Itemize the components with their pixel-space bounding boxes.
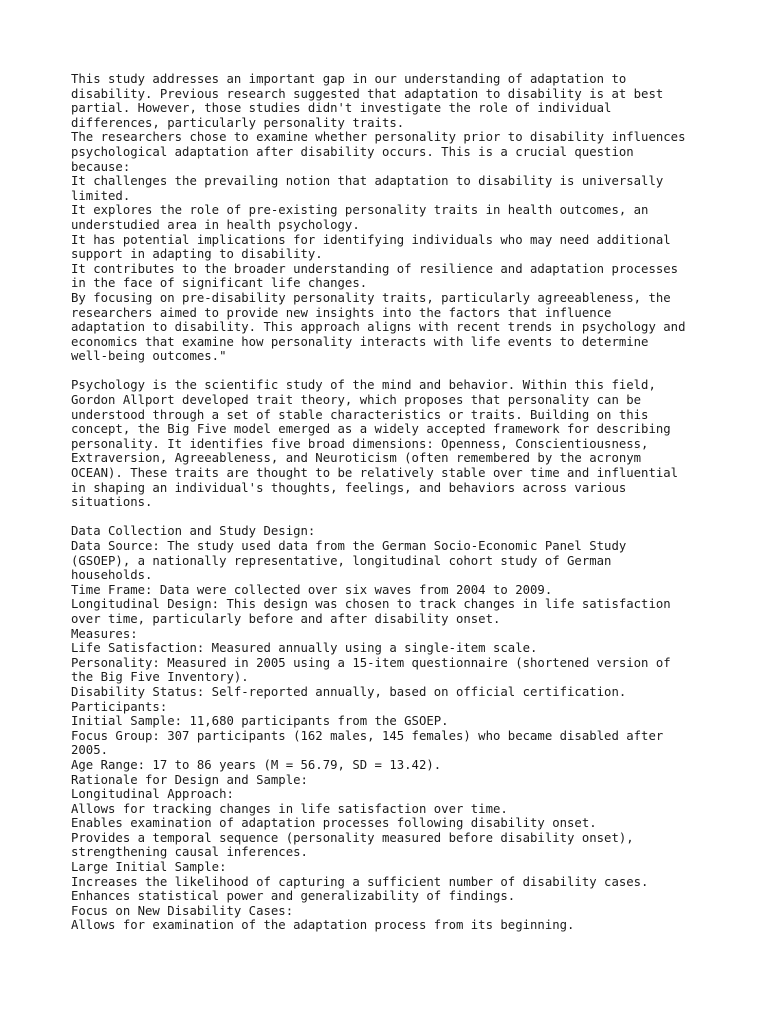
document-page	[71, 72, 711, 948]
text-line: Data Collection and Study Design:	[71, 524, 316, 539]
text-line: 2005.	[71, 743, 109, 758]
text-line: over time, particularly before and after disability onset.	[71, 611, 501, 626]
text-line: concept, the Big Five model emerged as a widely accepted framework for describing	[71, 422, 671, 437]
text-line: Longitudinal Approach:	[71, 787, 234, 802]
text-line: because:	[71, 159, 131, 174]
text-line: Increases the likelihood of capturing a sufficient number of disability cases.	[71, 874, 649, 889]
text-line: Age Range: 17 to 86 years (M = 56.79, SD = 13.42).	[71, 757, 442, 772]
text-line: adaptation to disability. This approach aligns with recent trends in psychology and	[71, 320, 686, 335]
text-line: understudied area in health psychology.	[71, 217, 360, 232]
text-line: By focusing on pre-disability personality traits, particularly agreeableness, the	[71, 290, 671, 305]
text-line: This study addresses an important gap in our understanding of adaptation to	[71, 72, 627, 86]
text-line: Gordon Allport developed trait theory, which proposes that personality can be	[71, 393, 642, 408]
text-line: Allows for tracking changes in life satisfaction over time.	[71, 801, 508, 816]
text-line: Focus on New Disability Cases:	[71, 903, 294, 918]
text-line: situations.	[71, 495, 153, 510]
paragraph-study-rationale	[71, 72, 711, 364]
text-line: in shaping an individual's thoughts, feelings, and behaviors across various	[71, 480, 627, 495]
text-line: It contributes to the broader understanding of resilience and adaptation processes	[71, 261, 679, 276]
text-line: Disability Status: Self-reported annually, based on official certification.	[71, 684, 627, 699]
text-line: Measures:	[71, 626, 138, 641]
text-line: Allows for examination of the adaptation process from its beginning.	[71, 918, 575, 933]
text-line: Large Initial Sample:	[71, 860, 227, 875]
text-line: households.	[71, 568, 153, 583]
text-line: Provides a temporal sequence (personality measured before disability onset),	[71, 830, 634, 845]
paragraph-study-design	[71, 524, 711, 933]
text-line: Enhances statistical power and generalizability of findings.	[71, 889, 516, 904]
text-line: Extraversion, Agreeableness, and Neuroticism (often remembered by the acronym	[71, 451, 642, 466]
text-line: support in adapting to disability.	[71, 247, 323, 262]
text-line: Personality: Measured in 2005 using a 15-item questionnaire (shortened version of	[71, 655, 671, 670]
text-line: strengthening causal inferences.	[71, 845, 308, 860]
text-line: Initial Sample: 11,680 participants from the GSOEP.	[71, 714, 449, 729]
text-line: psychological adaptation after disability occurs. This is a crucial question	[71, 144, 634, 159]
text-line: Data Source: The study used data from the German Socio-Economic Panel Study	[71, 539, 627, 553]
text-line: researchers aimed to provide new insights into the factors that influence	[71, 305, 612, 320]
text-line: limited.	[71, 188, 131, 203]
text-line: (GSOEP), a nationally representative, longitudinal cohort study of German	[71, 553, 612, 568]
text-line: the Big Five Inventory).	[71, 670, 249, 685]
text-line: It explores the role of pre-existing personality traits in health outcomes, an	[71, 203, 649, 218]
text-line: in the face of significant life changes.	[71, 276, 368, 291]
text-line: understood through a set of stable characteristics or traits. Building on this	[71, 407, 649, 422]
text-line: Participants:	[71, 699, 168, 714]
text-line: Enables examination of adaptation processes following disability onset.	[71, 816, 597, 831]
text-line: It has potential implications for identifying individuals who may need additional	[71, 232, 671, 247]
text-line: differences, particularly personality traits.	[71, 115, 405, 130]
text-line: Focus Group: 307 participants (162 males, 145 females) who became disabled after	[71, 728, 664, 743]
text-line: economics that examine how personality interacts with life events to determine	[71, 334, 649, 349]
text-line: Life Satisfaction: Measured annually using a single-item scale.	[71, 641, 538, 656]
text-line: Longitudinal Design: This design was chosen to track changes in life satisfaction	[71, 597, 671, 612]
paragraph-trait-theory	[71, 378, 711, 509]
text-line: Time Frame: Data were collected over six waves from 2004 to 2009.	[71, 582, 553, 597]
text-line: disability. Previous research suggested that adaptation to disability is at best	[71, 86, 664, 101]
text-line: personality. It identifies five broad dimensions: Openness, Conscientiousness,	[71, 436, 649, 451]
text-line: Psychology is the scientific study of the mind and behavior. Within this field,	[71, 378, 656, 393]
text-line: It challenges the prevailing notion that adaptation to disability is universally	[71, 174, 664, 189]
text-line: well-being outcomes."	[71, 349, 227, 364]
text-line: OCEAN). These traits are thought to be relatively stable over time and influential	[71, 466, 679, 481]
text-line: Rationale for Design and Sample:	[71, 772, 308, 787]
text-line: partial. However, those studies didn't investigate the role of individual	[71, 101, 612, 116]
text-line: The researchers chose to examine whether personality prior to disability influences	[71, 130, 686, 145]
